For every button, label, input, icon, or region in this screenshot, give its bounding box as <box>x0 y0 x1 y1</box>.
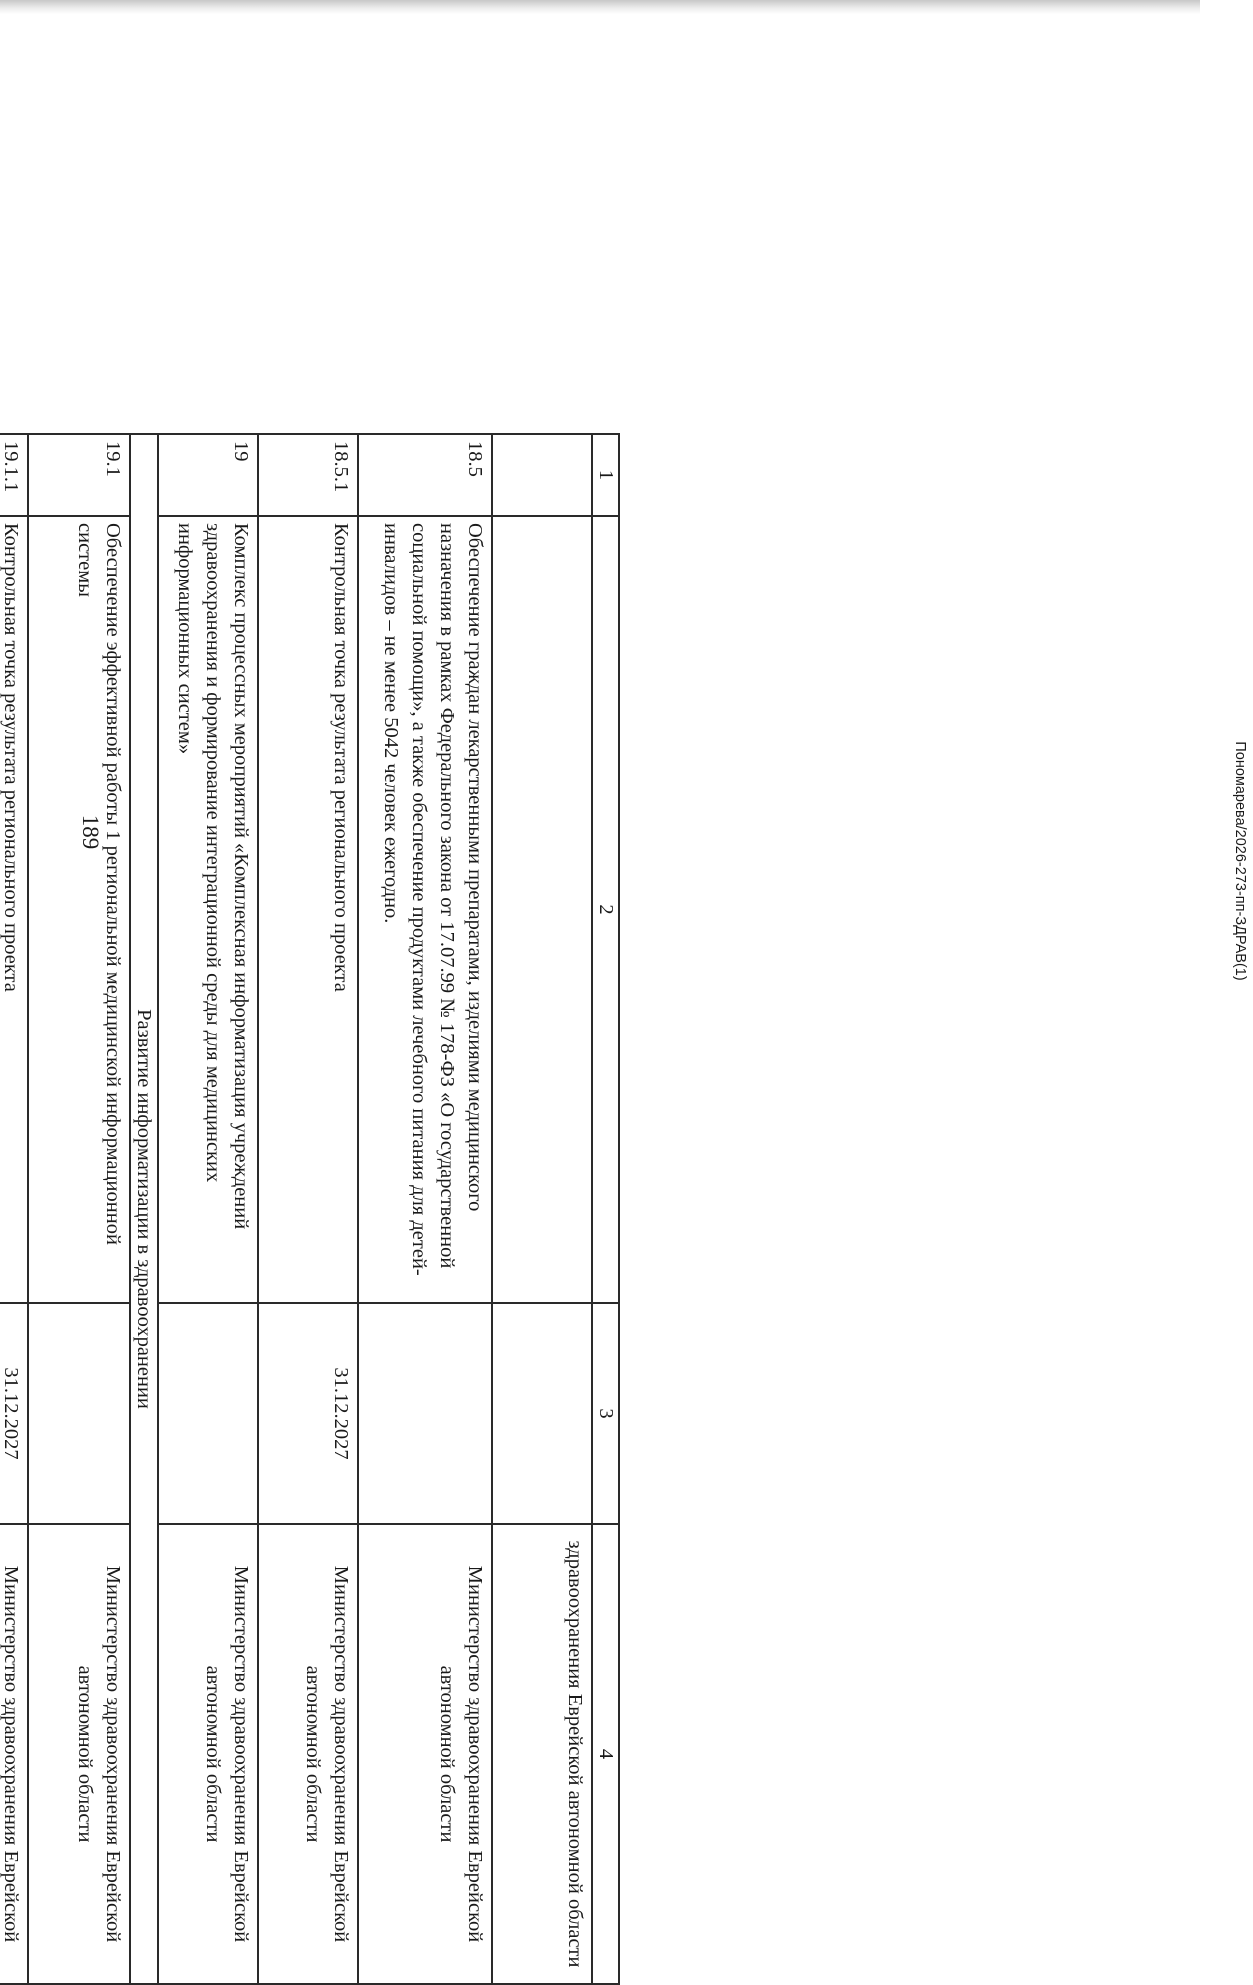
row-date <box>158 1303 258 1524</box>
row-org: Министерство здравоохранения Еврейской автономной области <box>28 1524 130 1984</box>
row-number-cell <box>492 434 592 516</box>
header-col-2: 2 <box>592 516 619 1303</box>
row-number: 18.5 <box>358 434 492 516</box>
footer-code: Пономарева/2026-273-пп-ЗДРАВ(1) <box>1232 741 1248 981</box>
table-row <box>258 434 358 1984</box>
row-org-cell: здравоохранения Еврейской автономной области <box>492 1524 592 1984</box>
row-date-cell <box>492 1303 592 1524</box>
table-row <box>358 434 492 1984</box>
row-date <box>28 1303 130 1524</box>
row-date: 31.12.2027 <box>258 1303 358 1524</box>
header-col-1: 1 <box>592 434 619 516</box>
scan-shadow <box>0 0 1200 14</box>
header-col-3: 3 <box>592 1303 619 1524</box>
table-row <box>0 434 28 1984</box>
header-row <box>592 434 619 1984</box>
row-date: 31.12.2027 <box>0 1303 28 1524</box>
section-title: Развитие информатизации в здравоохранении <box>130 434 158 1984</box>
section-row <box>130 434 158 1984</box>
row-number: 19.1.1 <box>0 434 28 516</box>
row-number: 18.5.1 <box>258 434 358 516</box>
row-text: Контрольная точка результата регионального проекта <box>0 516 28 1303</box>
row-org: Министерство здравоохранения Еврейской автономной области <box>258 1524 358 1984</box>
row-org: Министерство здравоохранения Еврейской автономной области <box>358 1524 492 1984</box>
row-text: Комплекс процессных мероприятий «Комплексная информатизация учреждений здравоохранения и формирование интеграционной среды для медицинских информационных систем» <box>158 516 258 1303</box>
row-number: 19.1 <box>28 434 130 516</box>
row-text: Обеспечение эффективной работы 1 региональной медицинской информационной системы <box>28 516 130 1303</box>
row-number: 19 <box>158 434 258 516</box>
row-date <box>358 1303 492 1524</box>
plan-table <box>0 433 620 1985</box>
row-text-cell <box>492 516 592 1303</box>
header-col-4: 4 <box>592 1524 619 1984</box>
page-number: 189 <box>78 814 103 850</box>
row-org: Министерство здравоохранения Еврейской <box>0 1524 28 1984</box>
continuation-row <box>492 434 592 1984</box>
row-org: Министерство здравоохранения Еврейской автономной области <box>158 1524 258 1984</box>
table-row <box>28 434 130 1984</box>
table-row <box>158 434 258 1984</box>
row-text: Контрольная точка результата регионального проекта <box>258 516 358 1303</box>
row-text: Обеспечение граждан лекарственными препаратами, изделиями медицинского назначения в рамках Федерального закона от 17.07.99 № 178-ФЗ «О государственной социальной помощи», а также обеспечение продуктами лечебного питания для детей-инвалидов – не менее 5042 человек ежегодно. <box>358 516 492 1303</box>
rotated-page <box>0 433 620 1983</box>
